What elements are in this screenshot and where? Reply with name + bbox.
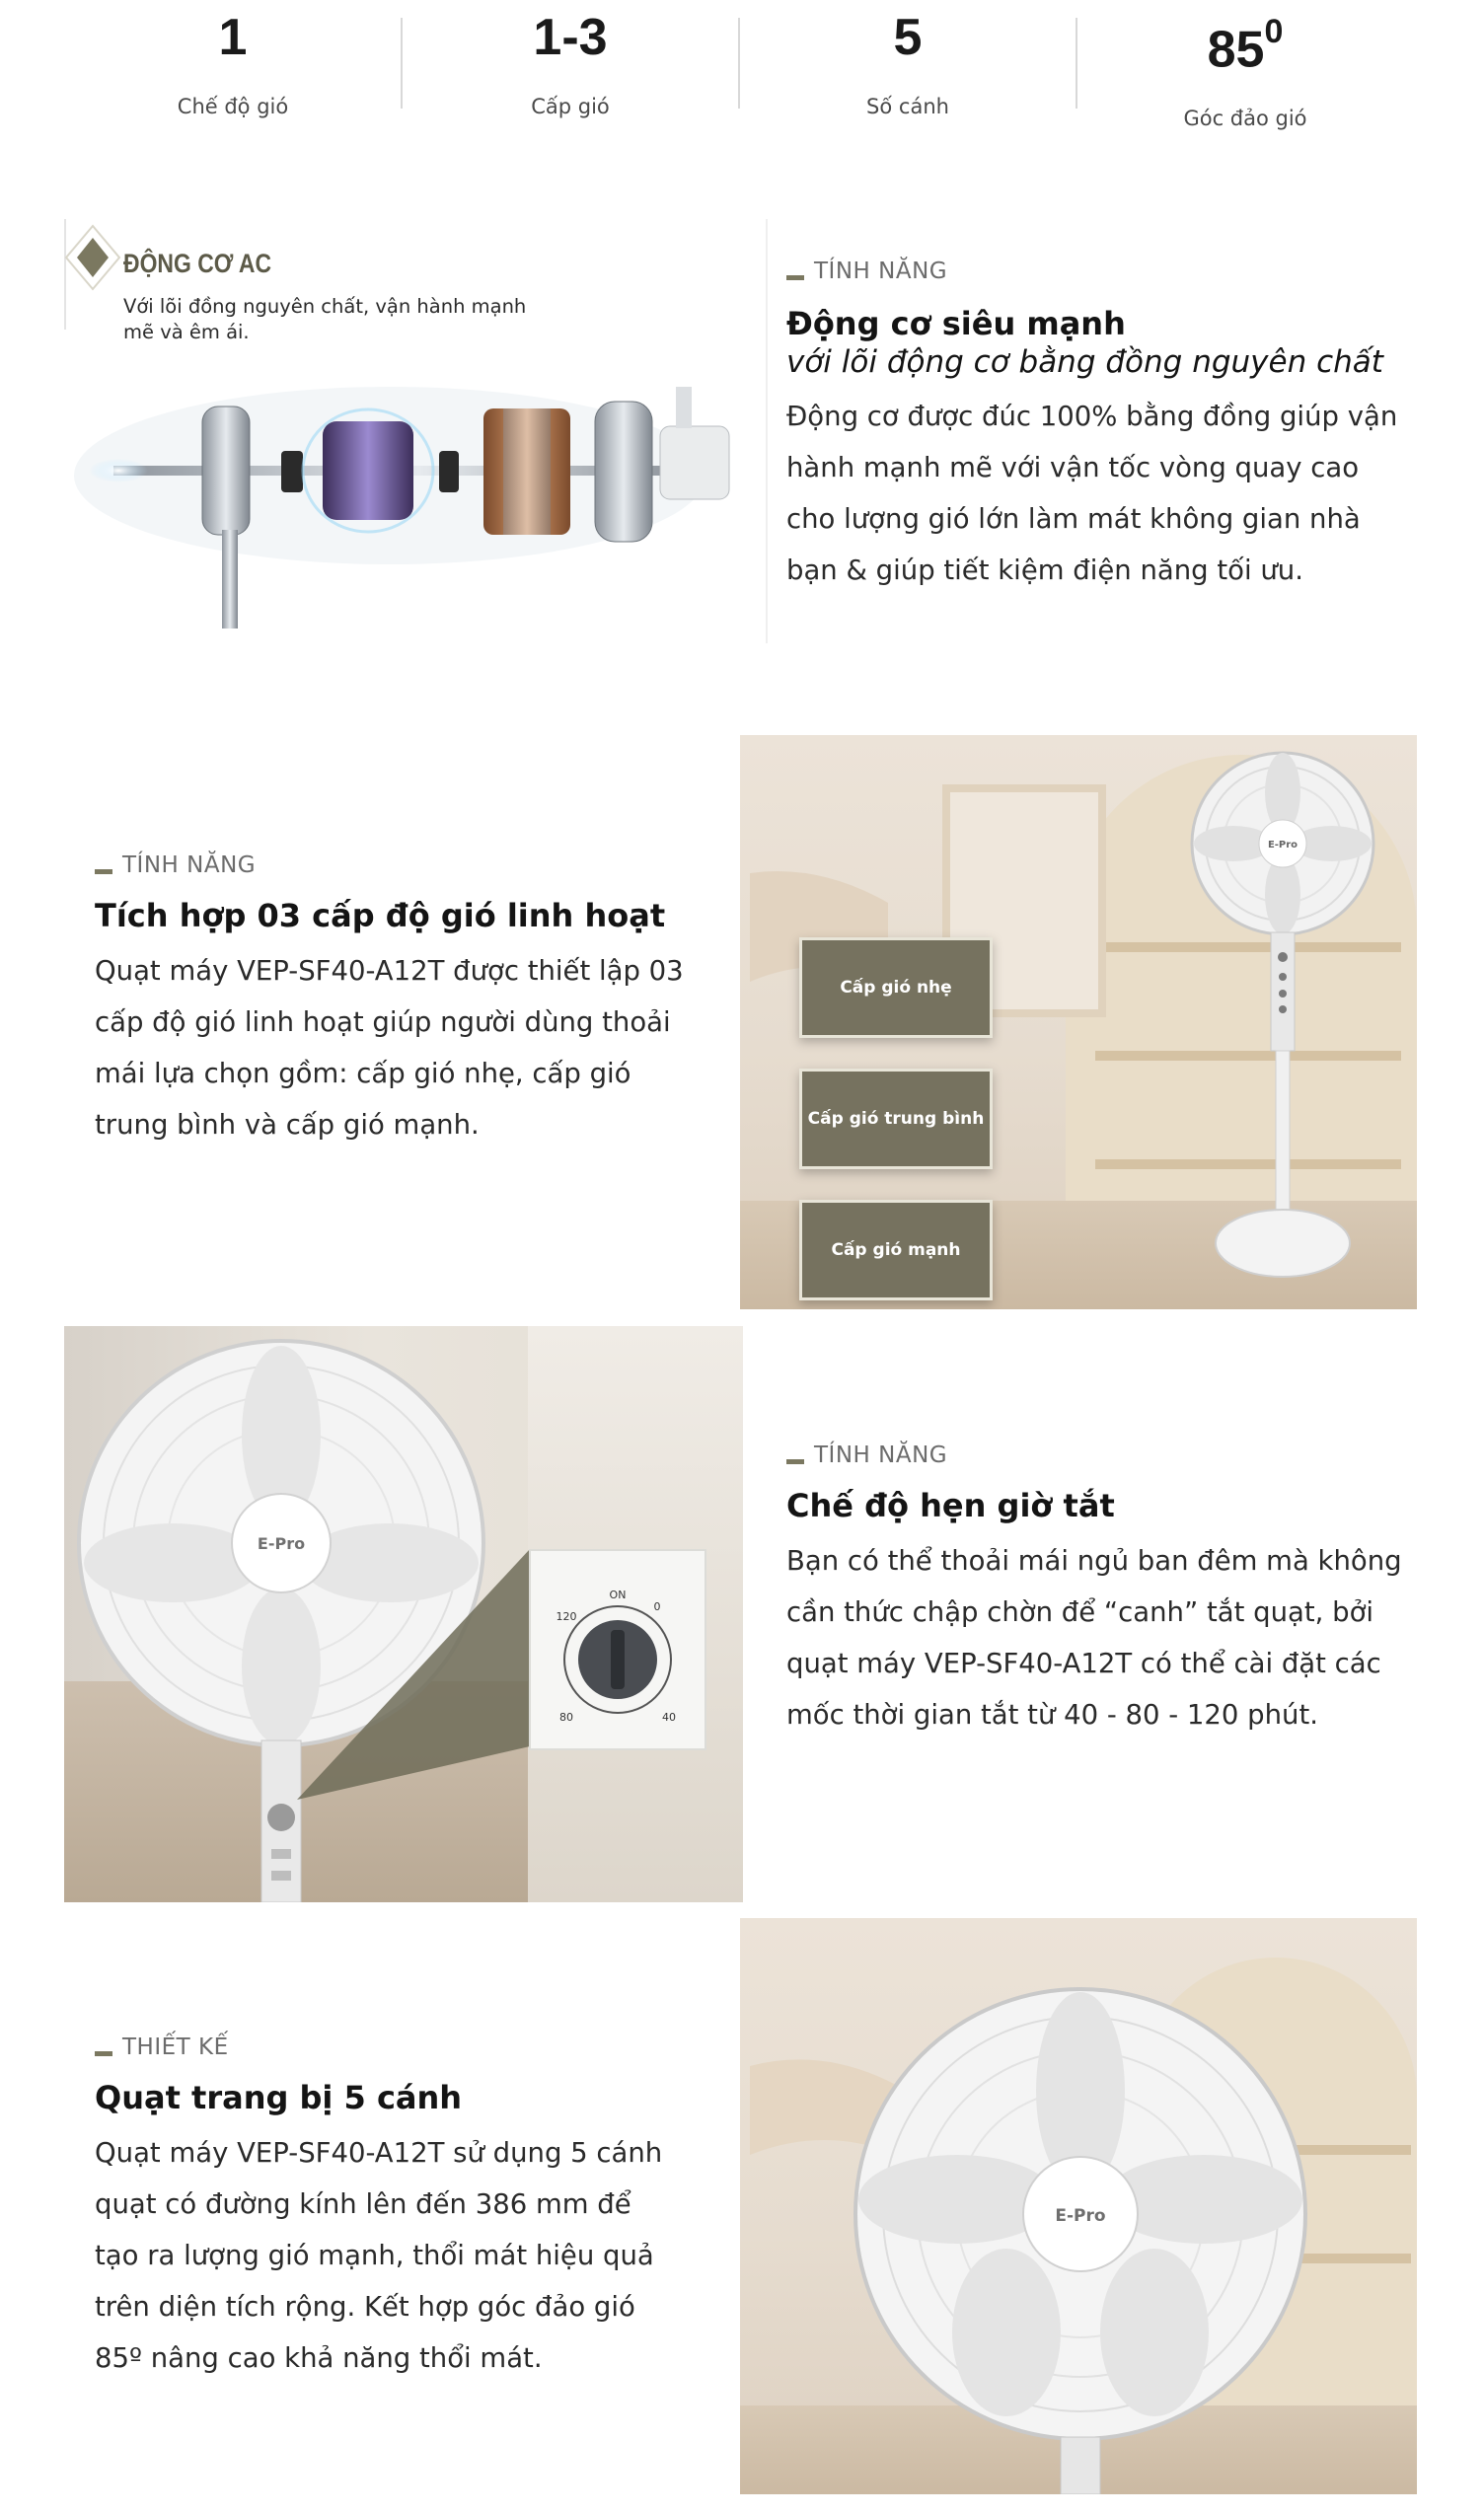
svg-text:0: 0 — [653, 1600, 661, 1613]
motor-badge-title: ĐỘNG CƠ AC — [123, 249, 272, 278]
design-feature-text — [95, 2034, 726, 2384]
speed-feature-text — [95, 852, 726, 1150]
speed-card-low: Cấp gió nhẹ — [799, 937, 993, 1038]
timer-feature-text — [786, 1442, 1457, 1740]
svg-text:80: 80 — [559, 1711, 573, 1724]
stat-label: Góc đảo gió — [1183, 107, 1307, 131]
motor-feature-text — [786, 259, 1457, 596]
feature-heading: Động cơ siêu mạnh — [786, 305, 1126, 342]
tag-dash — [95, 869, 112, 874]
motor-image — [64, 219, 765, 643]
motor-exploded-illustration — [64, 367, 765, 643]
stat-oscillation-angle — [1076, 0, 1414, 148]
fan-front-illustration — [849, 1977, 1312, 2494]
svg-text:ON: ON — [609, 1589, 627, 1601]
stat-label: Số cánh — [866, 95, 949, 118]
feature-subheading: với lõi động cơ bằng đồng nguyên chất — [786, 344, 1383, 380]
timer-dial-inset — [529, 1549, 706, 1750]
feature-tag: TÍNH NĂNG — [786, 259, 1457, 284]
fan-brand-label: E-Pro — [1267, 840, 1298, 851]
tag-dash — [95, 2051, 112, 2056]
tag-dash — [786, 1459, 804, 1464]
timer-dial-icon — [531, 1551, 705, 1748]
timer-image — [64, 1326, 743, 1902]
feature-tag: THIẾT KẾ — [95, 2034, 726, 2060]
feature-heading: Chế độ hẹn giờ tắt — [786, 1487, 1115, 1524]
stat-value: $85^0$ — [1207, 13, 1284, 79]
five-blade-image — [740, 1918, 1417, 2494]
feature-description: Bạn có thể thoải mái ngủ ban đêm mà không cần thức chập chờn để “canh” tắt quạt, bởi quạt máy VEP-SF40-A12T có thể cài đặt các mốc thời gian tắt từ 40 - 80 - 120 phút. — [786, 1545, 1402, 1731]
feature-description: Quạt máy VEP-SF40-A12T sử dụng 5 cánh quạt có đường kính lên đến 386 mm để tạo ra lượng gió mạnh, thổi mát hiệu quả trên diện tích rộng. Kết hợp góc đảo gió 85º nâng cao khả năng thổi mát. — [95, 2137, 663, 2374]
diamond-badge-icon — [64, 224, 121, 291]
speed-card-medium: Cấp gió trung bình — [799, 1069, 993, 1169]
feature-description: Động cơ được đúc 100% bằng đồng giúp vận hành mạnh mẽ với vận tốc vòng quay cao cho lượng gió lớn làm mát không gian nhà bạn & giúp tiết kiệm điện năng tối ưu. — [786, 401, 1398, 586]
fan-brand-label: E-Pro — [1055, 2206, 1106, 2226]
svg-text:40: 40 — [662, 1711, 676, 1724]
tag-dash — [786, 275, 804, 280]
stat-wind-mode — [64, 0, 402, 148]
feature-tag: TÍNH NĂNG — [786, 1442, 1457, 1468]
stat-wind-level — [402, 0, 739, 148]
feature-description: Quạt máy VEP-SF40-A12T được thiết lập 03 cấp độ gió linh hoạt giúp người dùng thoải mái lựa chọn gồm: cấp gió nhẹ, cấp gió trung bình và cấp gió mạnh. — [95, 955, 684, 1141]
motor-badge-text: Với lõi đồng nguyên chất, vận hành mạnh mẽ và êm ái. — [123, 295, 527, 343]
standing-fan-illustration — [1174, 745, 1391, 1297]
stat-blade-count — [739, 0, 1076, 148]
feature-tag: TÍNH NĂNG — [95, 852, 726, 878]
stat-value: 1 — [218, 9, 248, 66]
fan-brand-label: E-Pro — [257, 1534, 306, 1553]
svg-text:120: 120 — [556, 1610, 577, 1623]
speed-levels-image — [740, 735, 1417, 1309]
stat-label: Chế độ gió — [177, 95, 289, 118]
speed-card-high: Cấp gió mạnh — [799, 1200, 993, 1300]
feature-heading: Quạt trang bị 5 cánh — [95, 2079, 463, 2116]
feature-heading: Tích hợp 03 cấp độ gió linh hoạt — [95, 897, 666, 934]
section-divider — [766, 219, 768, 643]
stat-value: 1-3 — [533, 9, 608, 66]
stat-label: Cấp gió — [531, 95, 610, 118]
stat-value: 5 — [893, 9, 923, 66]
